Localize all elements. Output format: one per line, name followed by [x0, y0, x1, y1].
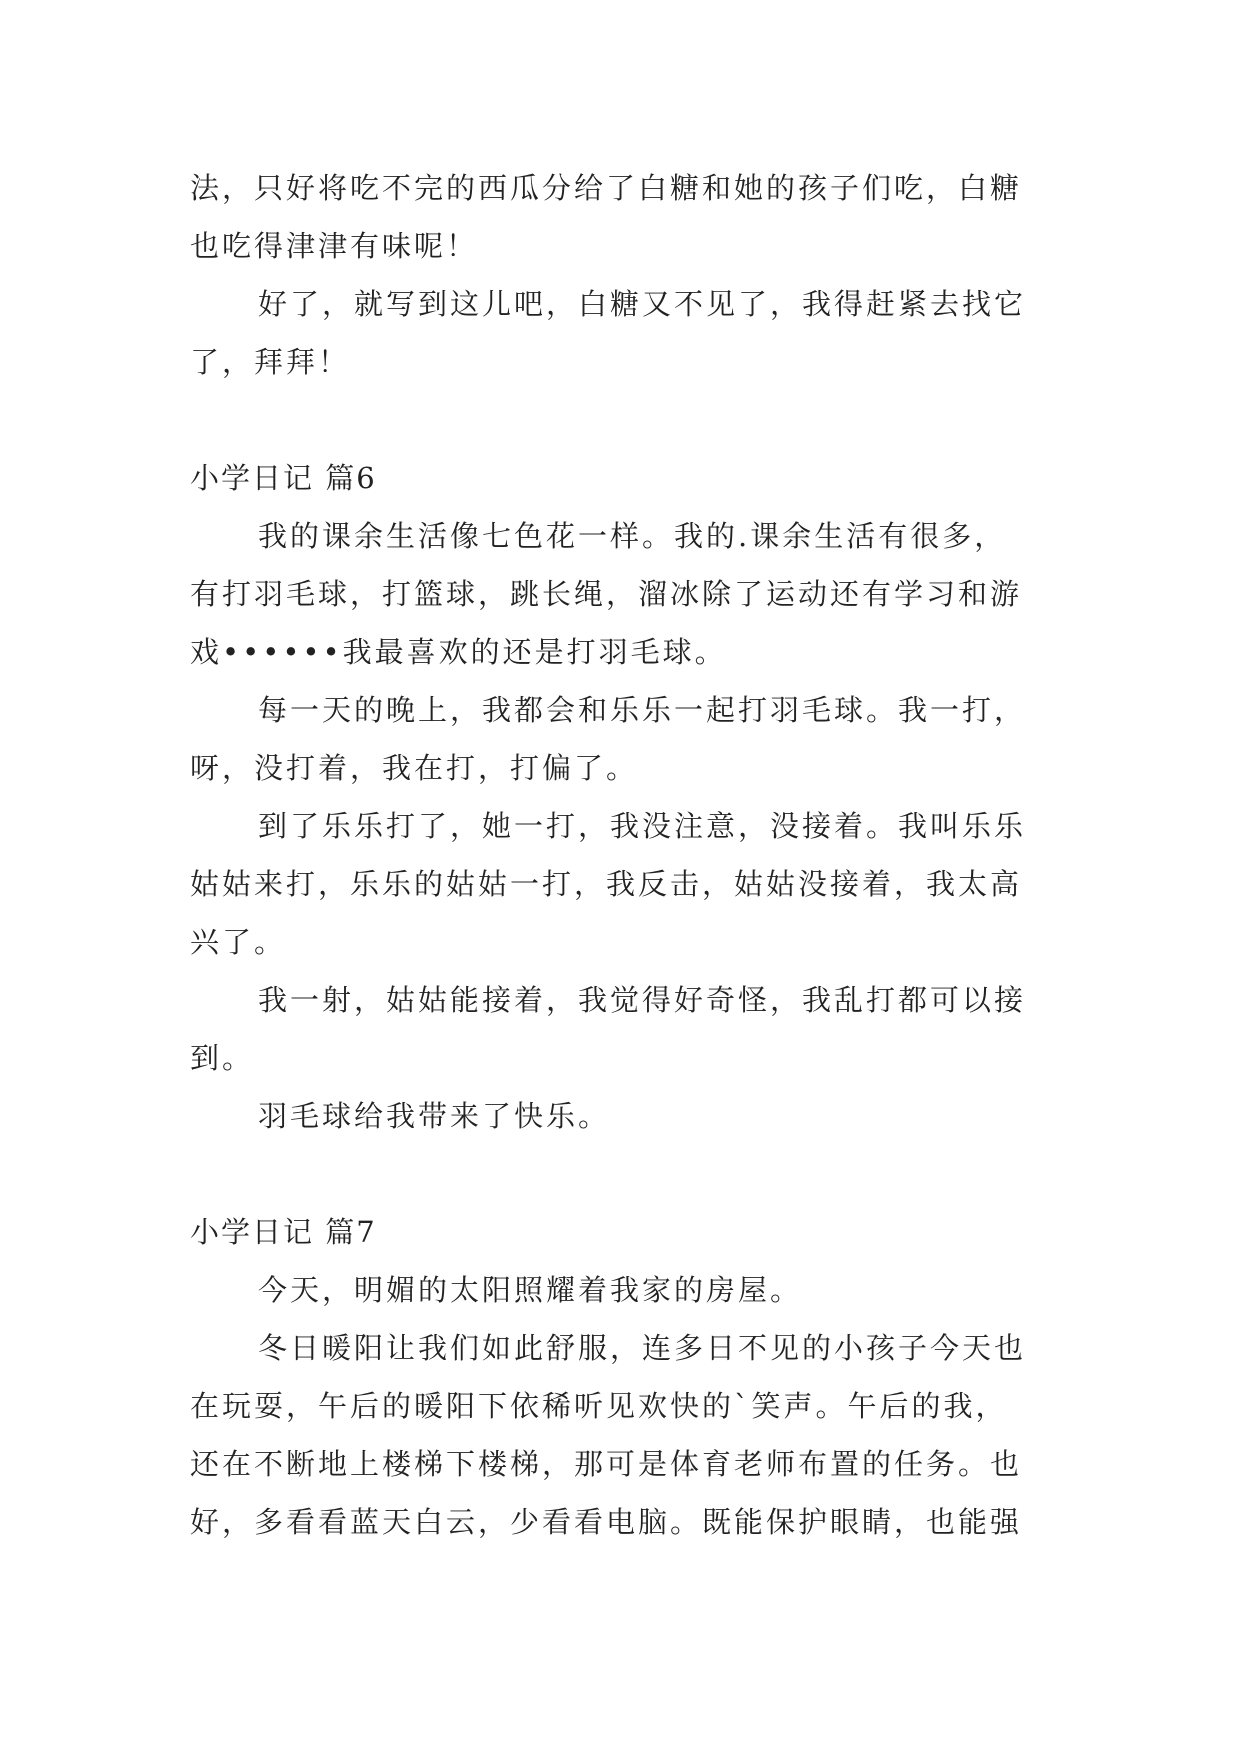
paragraph-line: 到。	[190, 1041, 255, 1075]
paragraph-line: 今天，明媚的太阳照耀着我家的房屋。	[258, 1273, 803, 1307]
paragraph-line: 有打羽毛球，打篮球，跳长绳，溜冰除了运动还有学习和游	[190, 577, 1023, 611]
paragraph-line: 法，只好将吃不完的西瓜分给了白糖和她的孩子们吃，白糖	[190, 171, 1023, 205]
section-heading: 小学日记 篇7	[190, 1215, 377, 1249]
paragraph-line: 到了乐乐打了，她一打，我没注意，没接着。我叫乐乐	[258, 809, 1027, 843]
paragraph-line: 我一射，姑姑能接着，我觉得好奇怪，我乱打都可以接	[258, 983, 1027, 1017]
paragraph-line: 每一天的晚上，我都会和乐乐一起打羽毛球。我一打，	[258, 693, 1027, 727]
paragraph-line: 戏••••••我最喜欢的还是打羽毛球。	[190, 635, 727, 669]
paragraph-line: 好，多看看蓝天白云，少看看电脑。既能保护眼睛，也能强	[190, 1505, 1023, 1539]
paragraph-line: 羽毛球给我带来了快乐。	[258, 1099, 611, 1133]
paragraph-line: 我的课余生活像七色花一样。我的.课余生活有很多，	[258, 519, 1007, 553]
section-heading: 小学日记 篇6	[190, 461, 377, 495]
paragraph-line: 还在不断地上楼梯下楼梯，那可是体育老师布置的任务。也	[190, 1447, 1023, 1481]
paragraph-line: 冬日暖阳让我们如此舒服，连多日不见的小孩子今天也	[258, 1331, 1027, 1365]
paragraph-line: 姑姑来打，乐乐的姑姑一打，我反击，姑姑没接着，我太高	[190, 867, 1023, 901]
paragraph-line: 在玩耍，午后的暖阳下依稀听见欢快的`笑声。午后的我，	[190, 1389, 1008, 1423]
paragraph-line: 了，拜拜！	[190, 345, 351, 379]
paragraph-line: 呀，没打着，我在打，打偏了。	[190, 751, 639, 785]
paragraph-line: 也吃得津津有味呢！	[190, 229, 479, 263]
paragraph-line: 兴了。	[190, 925, 287, 959]
paragraph-line: 好了，就写到这儿吧，白糖又不见了，我得赶紧去找它	[258, 287, 1027, 321]
